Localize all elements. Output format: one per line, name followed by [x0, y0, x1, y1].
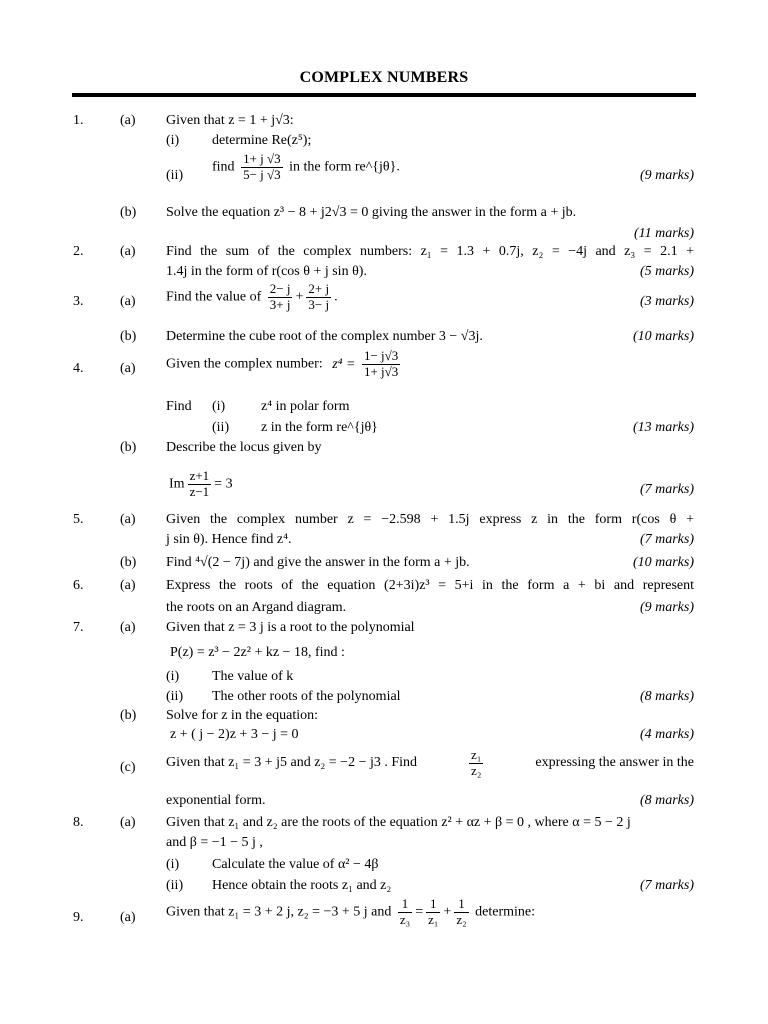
q3-fraction-1	[268, 282, 293, 313]
q2-part-a-label: (a)	[120, 244, 136, 259]
q5-line-1: Given the complex number z = −2.598 + 1.5j express z in the form r(cos θ +	[166, 512, 694, 527]
q7-part-a-label: (a)	[120, 620, 136, 635]
q7-part-b-label: (b)	[120, 708, 137, 723]
q7-part-c-label: (c)	[120, 760, 136, 775]
q5-part-b-label: (b)	[120, 555, 137, 570]
q8-sub-ii-label: (ii)	[166, 878, 184, 893]
q4-part-a-expression	[166, 349, 403, 380]
q3-fraction-1-denominator: 3+ j	[269, 296, 291, 312]
q4-eq-lhs: z⁴ =	[332, 356, 356, 372]
q3-part-b-label: (b)	[120, 329, 137, 344]
q1-fraction-denominator: 5− j √3	[243, 166, 281, 182]
q4-locus-denominator: z−1	[189, 483, 210, 499]
q4-a-marks: (13 marks)	[632, 420, 694, 435]
q2-line-2: 1.4j in the form of r(cos θ + j sin θ).	[166, 264, 367, 279]
q2-marks: (5 marks)	[639, 264, 694, 279]
q3-fraction-2	[306, 282, 331, 313]
q4-sub-i-label: (i)	[212, 399, 226, 414]
q6-part-a-label: (a)	[120, 578, 136, 593]
q7-c-line-1	[166, 748, 694, 779]
q7-c-line-2: exponential form.	[166, 793, 266, 808]
question-number-8: 8.	[73, 815, 84, 830]
q4-sub-ii-text: z in the form re^{jθ}	[261, 420, 378, 435]
q6-line-2: the roots on an Argand diagram.	[166, 600, 347, 615]
q4-locus-rhs: = 3	[214, 476, 233, 492]
q7-c-numerator: z₁	[471, 747, 482, 762]
q4-part-b-label: (b)	[120, 440, 137, 455]
q7-a-line-1: Given that z = 3 j is a root to the polynomial	[166, 620, 415, 635]
q3-a-lead: Find the value of	[166, 289, 262, 305]
q9-lead: Given that z₁ = 3 + 2 j, z₂ = −3 + 5 j and	[166, 904, 392, 920]
q1-sub-ii-tail: in the form re^{jθ}.	[289, 159, 400, 175]
q9-lhs-denominator: z₃	[399, 911, 411, 927]
q7-c-fraction	[469, 748, 483, 779]
q4-sub-ii-label: (ii)	[212, 420, 230, 435]
q9-expression: Given that z₁ = 3 + 2 j, z₂ = −3 + 5 j and $\frac{1}{\text{z₃}}$ = $\frac{1}{\text{z₁}}$ + $\frac{1}{\text{z₂}}$ determine:	[166, 896, 535, 927]
q1-a-marks: (9 marks)	[639, 168, 694, 183]
title-rule	[72, 93, 696, 97]
q4-fraction-denominator: 1+ j√3	[363, 363, 399, 379]
q9-r2-numerator: 1	[454, 897, 468, 913]
q4-part-a-label: (a)	[120, 361, 136, 376]
q1-part-b-text: Solve the equation z³ − 8 + j2√3 = 0 giving the answer in the form a + jb.	[166, 205, 577, 220]
q7-b-line-2: z + ( j − 2)z + 3 − j = 0	[170, 727, 299, 742]
q6-marks: (9 marks)	[639, 600, 694, 615]
q7-sub-ii-text: The other roots of the polynomial	[212, 689, 401, 704]
q4-im-label: Im	[169, 476, 185, 492]
q1-sub-ii-lead: find	[212, 159, 235, 175]
page-title: COMPLEX NUMBERS	[299, 69, 469, 86]
q4-sub-i-text: z⁴ in polar form	[261, 399, 350, 414]
q3-b-marks: (10 marks)	[632, 329, 694, 344]
q1-sub-ii-expression	[212, 152, 400, 183]
q9-part-a-label: (a)	[120, 910, 136, 925]
question-number-9: 9.	[73, 910, 84, 925]
q3-part-a-label: (a)	[120, 294, 136, 309]
q3-fraction-2-numerator: 2+ j	[308, 281, 330, 296]
q8-line-2: and β = −1 − 5 j ,	[166, 835, 263, 850]
q4-fraction-numerator: 1− j√3	[363, 348, 399, 363]
question-number-3: 3.	[73, 294, 84, 309]
q1-part-a-label: (a)	[120, 113, 136, 128]
q4-a-lead: Given the complex number:	[166, 356, 323, 372]
question-number-1: 1.	[73, 113, 84, 128]
q7-c-marks: (8 marks)	[639, 793, 694, 808]
question-number-7: 7.	[73, 620, 84, 635]
q7-sub-ii-label: (ii)	[166, 689, 184, 704]
q9-r1-fraction	[426, 897, 440, 928]
q1-part-a-text: Given that z = 1 + j√3:	[166, 113, 294, 128]
q5-b-marks: (10 marks)	[632, 555, 694, 570]
question-number-4: 4.	[73, 361, 84, 376]
q4-find-label: Find	[166, 399, 192, 414]
question-number-2: 2.	[73, 244, 84, 259]
q1-sub-i-text: determine Re(z⁵);	[212, 133, 312, 148]
q3-a-marks: (3 marks)	[639, 294, 694, 309]
q4-fraction	[362, 349, 400, 380]
q8-line-1: Given that z₁ and z₂ are the roots of the equation z² + αz + β = 0 , where α = 5 − 2 j	[166, 815, 631, 830]
q1-b-marks: (11 marks)	[633, 226, 694, 241]
q8-part-a-label: (a)	[120, 815, 136, 830]
q1-fraction-numerator: 1+ j √3	[243, 151, 281, 166]
q3-part-b-text: Determine the cube root of the complex number 3 − √3j.	[166, 329, 483, 344]
q7-sub-i-text: The value of k	[212, 669, 294, 684]
q8-sub-i-label: (i)	[166, 857, 180, 872]
q9-lhs-fraction	[398, 897, 412, 928]
q5-line-2: j sin θ). Hence find z⁴.	[166, 532, 292, 547]
q4-b-marks: (7 marks)	[639, 482, 694, 497]
q3-fraction-1-numerator: 2− j	[269, 281, 291, 296]
q4-locus-fraction	[188, 469, 212, 500]
q1-part-b-label: (b)	[120, 205, 137, 220]
q9-r2-denominator: z₂	[456, 911, 467, 927]
q7-c-text: Given that z₁ = 3 + j5 and z₂ = −2 − j3 . Find	[166, 755, 418, 771]
q4-part-b-text: Describe the locus given by	[166, 440, 322, 455]
q4-locus-numerator: z+1	[189, 468, 210, 483]
q7-b-line-1: Solve for z in the equation:	[166, 708, 319, 723]
q7-sub-i-label: (i)	[166, 669, 180, 684]
q8-marks: (7 marks)	[639, 878, 694, 893]
question-number-6: 6.	[73, 578, 84, 593]
q2-line-1: Find the sum of the complex numbers: z₁ = 1.3 + 0.7j, z₂ = −4j and z₃ = 2.1 +	[166, 244, 694, 259]
question-number-5: 5.	[73, 512, 84, 527]
q9-lhs-numerator: 1	[398, 897, 412, 913]
q7-c-denominator: z₂	[471, 762, 482, 778]
q6-line-1: Express the roots of the equation (2+3i)z³ = 5+i in the form a + bi and represent	[166, 578, 694, 593]
q9-r1-denominator: z₁	[428, 911, 439, 927]
q1-sub-ii-label: (ii)	[166, 168, 184, 183]
q1-sub-i-label: (i)	[166, 133, 180, 148]
q7-a-marks: (8 marks)	[639, 689, 694, 704]
q3-fraction-2-denominator: 3− j	[308, 296, 330, 312]
q7-c-tail: expressing the answer in the	[535, 755, 694, 771]
q5-part-a-label: (a)	[120, 512, 136, 527]
q8-sub-ii-text: Hence obtain the roots z₁ and z₂	[212, 878, 392, 893]
q7-a-line-2: P(z) = z³ − 2z² + kz − 18, find :	[170, 645, 345, 660]
q9-tail: determine:	[475, 904, 535, 920]
q4-locus-expression	[169, 469, 233, 500]
q5-part-b-text: Find ⁴√(2 − 7j) and give the answer in the form a + jb.	[166, 555, 470, 570]
q9-r1-numerator: 1	[426, 897, 440, 913]
q5-a-marks: (7 marks)	[639, 532, 694, 547]
q1-fraction	[241, 152, 283, 183]
q3-part-a-expression: Find the value of $\frac{2- j}{3+ j}$ + $\frac{2+ j}{3- j}$ .	[166, 281, 338, 312]
q8-sub-i-text: Calculate the value of α² − 4β	[212, 857, 379, 872]
q9-r2-fraction	[454, 897, 468, 928]
q7-b-marks: (4 marks)	[639, 727, 694, 742]
